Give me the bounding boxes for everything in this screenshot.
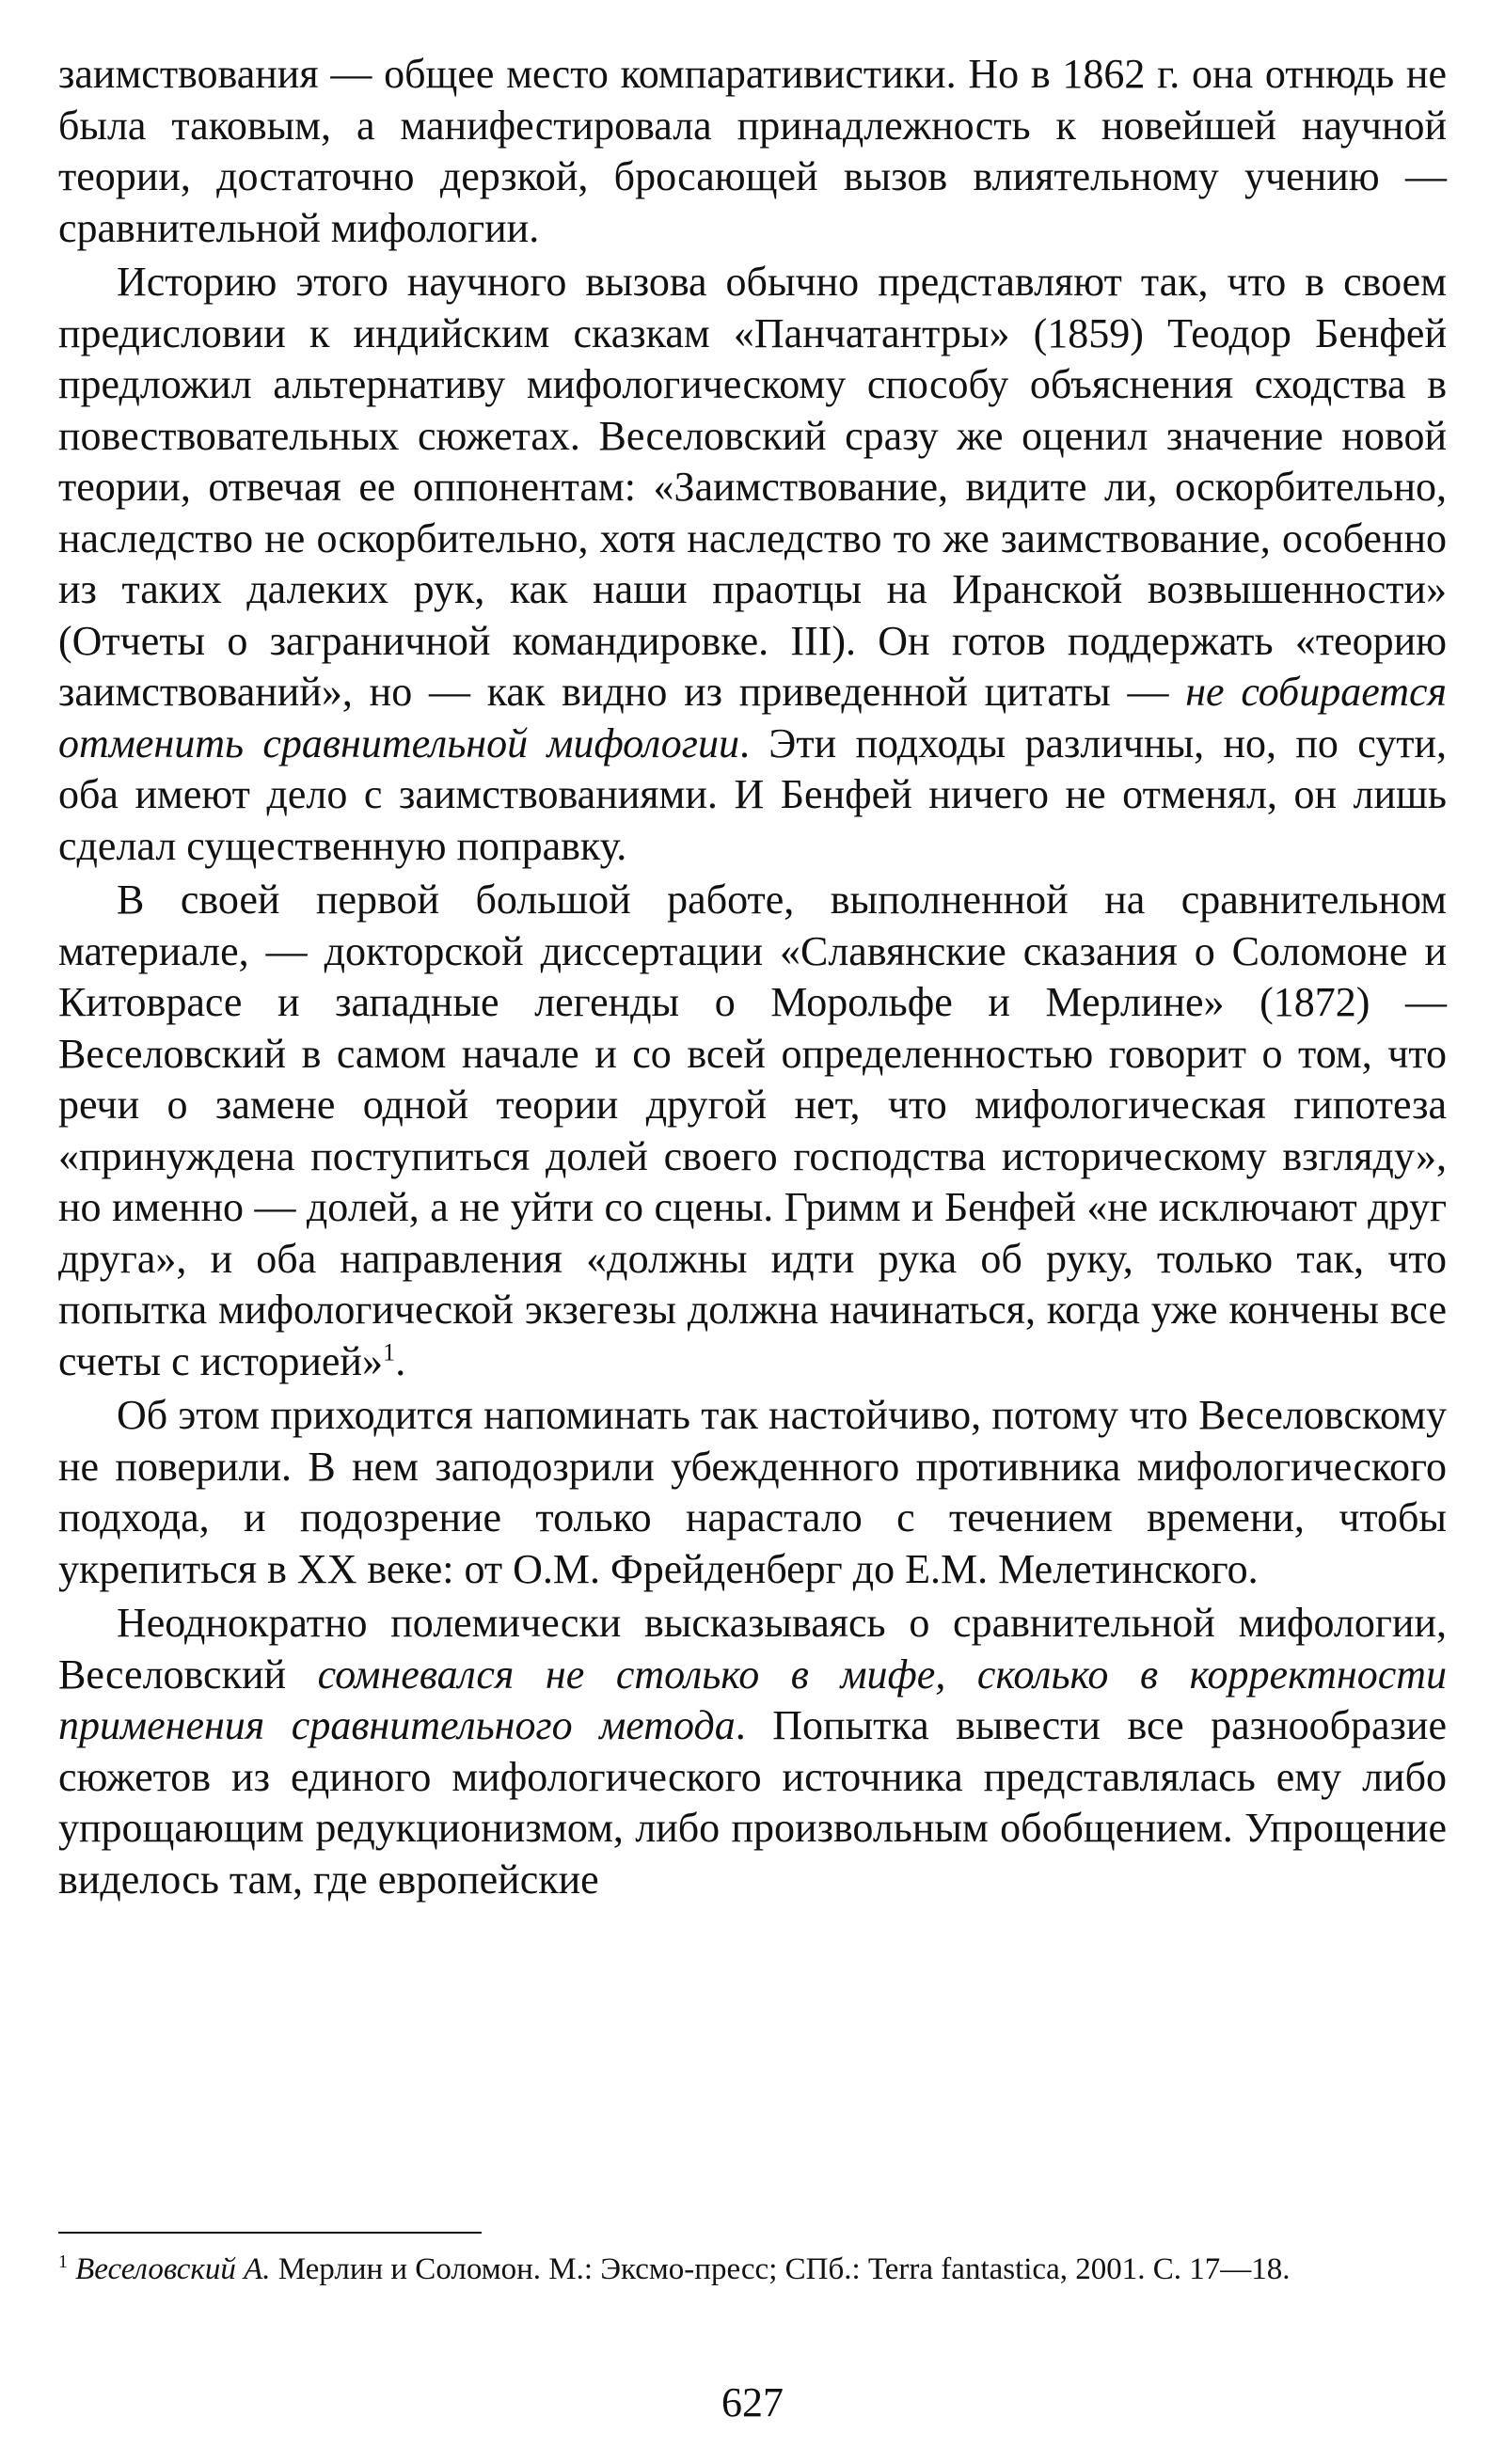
- paragraph-5-text-b: . Попытка вывести все разнообразие сюжетов из единого мифологического источника представлялась ему либо упрощающим редукционизмом, либо произвольным обобщением. Упрощение виделось там, где европейские: [58, 1702, 1447, 1903]
- footnote-text: Мерлин и Соломон. М.: Эксмо-пресс; СПб.: Terra fantastica, 2001. С. 17—18.: [270, 2252, 1291, 2286]
- footnote-reference: 1: [382, 1336, 396, 1366]
- page-number: 627: [721, 2379, 784, 2425]
- paragraph-2-text-a: Историю этого научного вызова обычно представляют так, что в своем предисловии к индийским сказкам «Панчатантры» (1859) Теодор Бенфей предложил альтернативу мифологическому способу объяснения сходства в повествовательных сюжетах. Веселовский сразу же оценил значение новой теории, отвечая ее оппонентам: «Заимствование, видите ли, оскорбительно, наследство не оскорбительно, хотя наследство то же заимствование, особенно из таких далеких рук, как наши праотцы на Иранской возвышенности» (Отчеты о заграничной командировке. III). Он готов поддержать «теорию заимствований», но — как видно из приведенной цитаты —: [58, 259, 1447, 715]
- paragraph-1: [58, 49, 1447, 254]
- paragraph-1-text: заимствования — общее место компаративистики. Но в 1862 г. она отнюдь не была таковым, а манифестировала принадлежность к новейшей научной теории, достаточно дерзкой, бросающей вызов влиятельному учению — сравнительной мифологии.: [58, 51, 1447, 251]
- paragraph-3-end: .: [395, 1337, 406, 1384]
- paragraph-4-text: Об этом приходится напоминать так настойчиво, потому что Веселовскому не поверили. В нем заподозрили убежденного противника мифологического подхода, и подозрение только нарастало с течением времени, чтобы укрепиться в XX веке: от О.М. Фрейденберг до Е.М. Мелетинского.: [58, 1392, 1447, 1592]
- footnote-divider: [58, 2232, 482, 2234]
- paragraph-2-italic: не собирается отменить сравнительной мифологии: [58, 669, 1448, 766]
- footnote-author: Веселовский А.: [75, 2252, 271, 2286]
- paragraph-2-text-b: . Эти подходы различны, но, по сути, оба имеют дело с заимствованиями. И Бенфей ничего не отменял, он лишь сделал существенную поправку.: [58, 719, 1448, 869]
- paragraph-3-text: В своей первой большой работе, выполненной на сравнительном материале, — докторской диссертации «Славянские сказания о Соломоне и Китоврасе и западные легенды о Морольфе и Мерлине» (1872) — Веселовский в самом начале и со всей определенностью говорит о том, что речи о замене одной теории другой нет, что мифологическая гипотеза «принуждена поступиться долей своего господства историческому взгляду», но именно — долей, а не уйти со сцены. Гримм и Бенфей «не исключают друг друга», и оба направления «должны идти рука об руку, только так, что попытка мифологической экзегезы должна начинаться, когда уже кончены все счеты с историей»: [58, 877, 1447, 1384]
- main-text: [58, 49, 1447, 1905]
- paragraph-5: [58, 1598, 1447, 1905]
- paragraph-5-italic: сомневался не столько в мифе, сколько в корректности применения сравнительного метода: [58, 1651, 1447, 1748]
- paragraph-4: [58, 1390, 1447, 1595]
- footnote: [58, 2250, 1447, 2290]
- footnote-marker: 1: [58, 2251, 68, 2272]
- paragraph-5-text-a: Неоднократно полемически высказываясь о сравнительной мифологии, Веселовский: [58, 1600, 1447, 1698]
- paragraph-2: [58, 257, 1447, 872]
- paragraph-3: [58, 875, 1447, 1387]
